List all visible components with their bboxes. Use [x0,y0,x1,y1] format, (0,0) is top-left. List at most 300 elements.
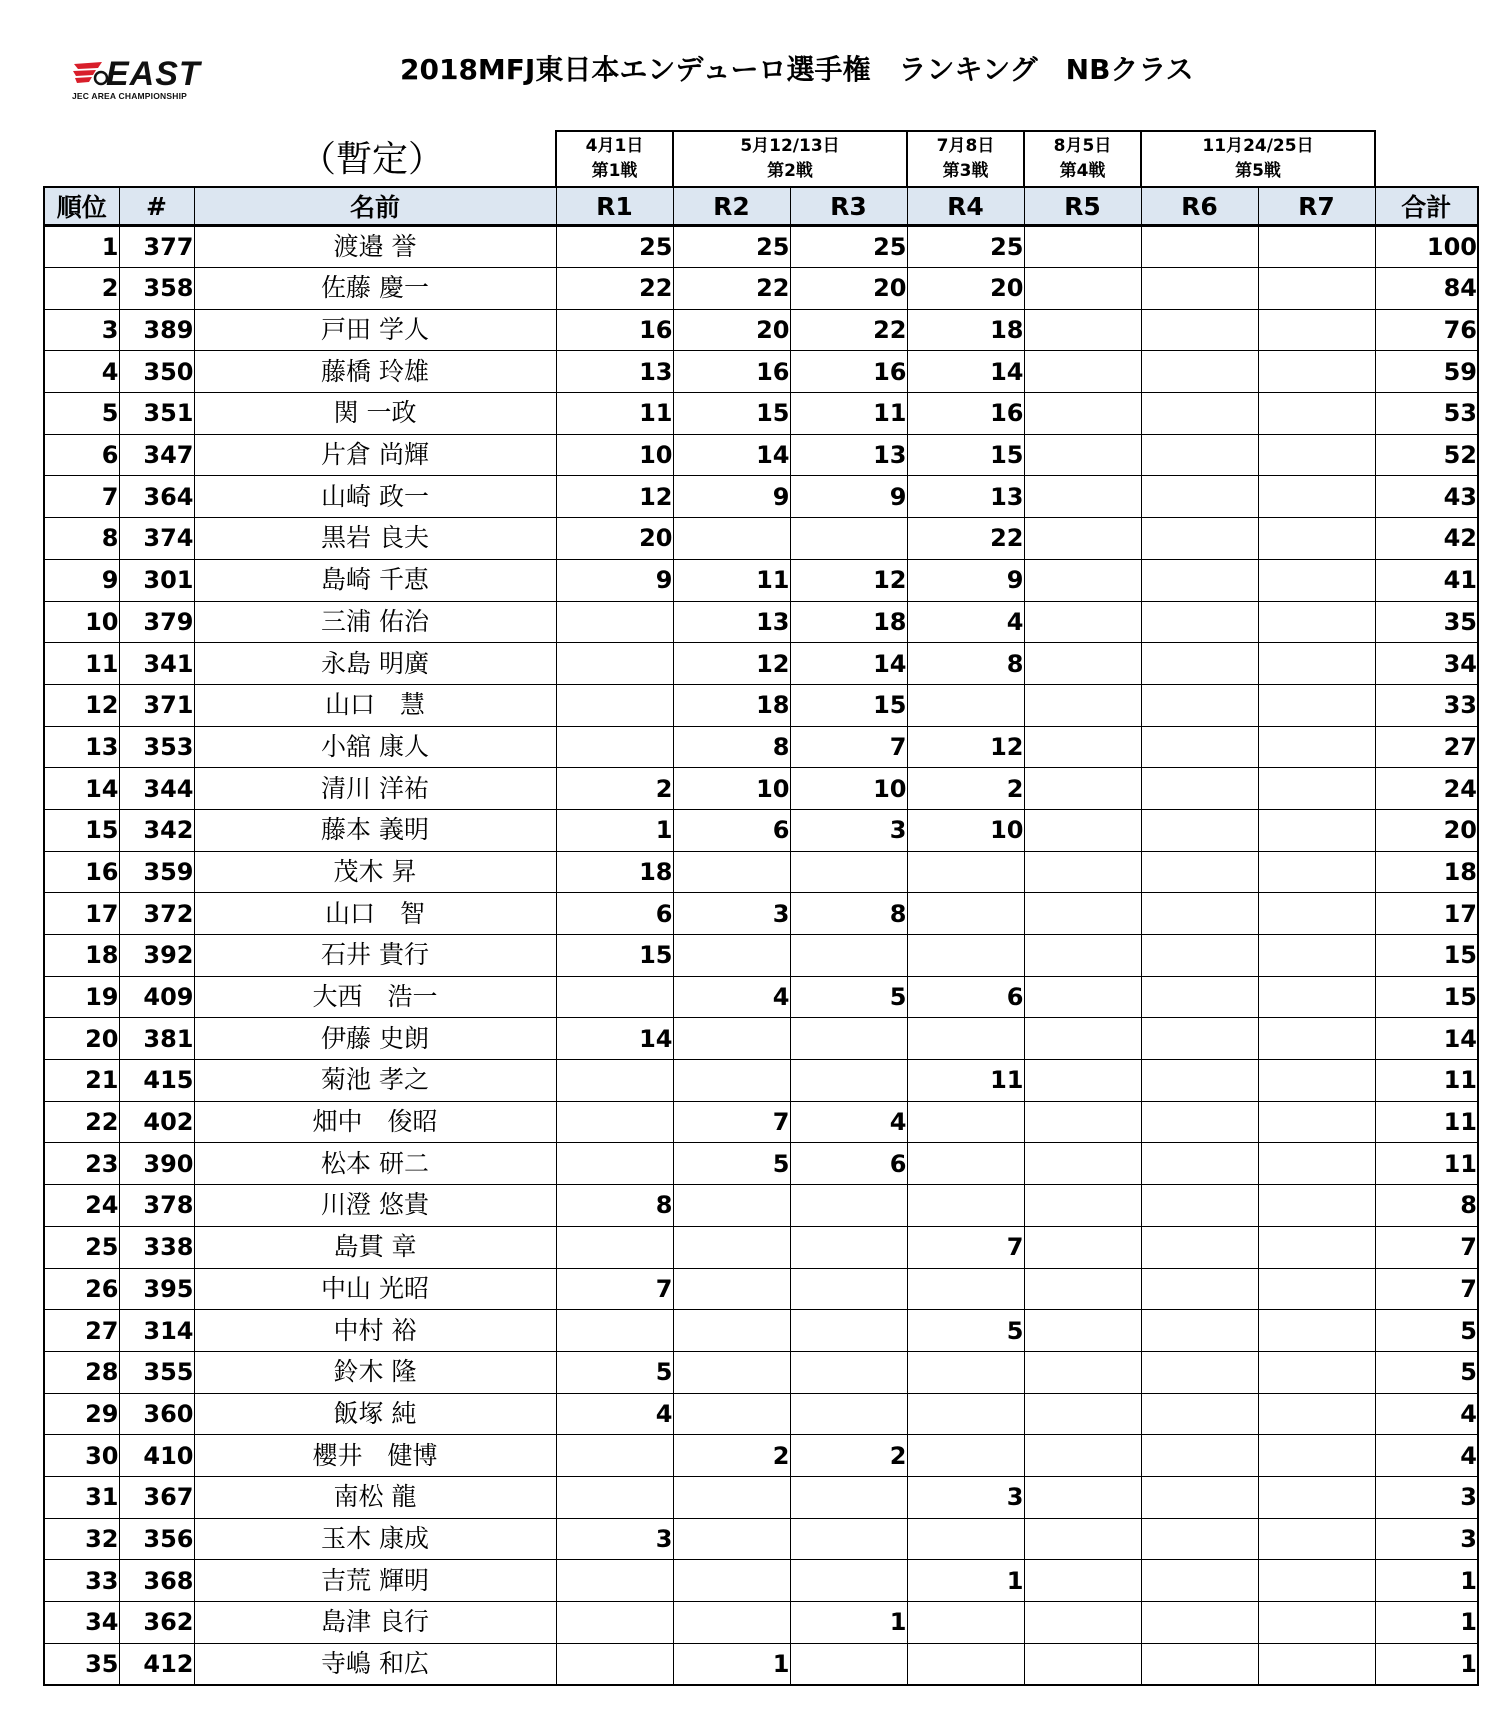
cell-r4 [907,1018,1024,1060]
cell-r5 [1024,935,1141,977]
cell-number: 378 [119,1185,194,1227]
cell-total: 43 [1375,476,1478,518]
cell-r1: 20 [556,518,673,560]
table-row [44,309,1478,351]
cell-r2: 16 [673,351,790,393]
cell-r3: 3 [790,809,907,851]
cell-position: 13 [44,726,119,768]
cell-r7 [1258,434,1375,476]
cell-name: 菊池 孝之 [194,1060,556,1102]
cell-name: 山崎 政一 [194,476,556,518]
cell-r1 [556,726,673,768]
cell-r1 [556,1226,673,1268]
cell-name: 松本 研二 [194,1143,556,1185]
cell-r7 [1258,726,1375,768]
cell-name: 茂木 昇 [194,851,556,893]
cell-r6 [1141,1310,1258,1352]
cell-name: 石井 貴行 [194,935,556,977]
cell-name: 中村 裕 [194,1310,556,1352]
cell-r4: 9 [907,559,1024,601]
cell-r5 [1024,601,1141,643]
cell-r2 [673,1060,790,1102]
cell-r7 [1258,851,1375,893]
cell-position: 28 [44,1351,119,1393]
cell-name: 関 一政 [194,393,556,435]
cell-r6 [1141,976,1258,1018]
cell-number: 360 [119,1393,194,1435]
cell-r6 [1141,893,1258,935]
col-header-name: 名前 [194,187,556,226]
cell-r3 [790,1226,907,1268]
cell-name: 大西 浩一 [194,976,556,1018]
cell-position: 32 [44,1518,119,1560]
cell-total: 24 [1375,768,1478,810]
cell-r5 [1024,351,1141,393]
cell-r4: 10 [907,809,1024,851]
cell-r4 [907,1268,1024,1310]
cell-name: 島貫 章 [194,1226,556,1268]
table-row [44,684,1478,726]
cell-number: 367 [119,1476,194,1518]
cell-r1: 18 [556,851,673,893]
cell-r5 [1024,1643,1141,1685]
table-row [44,226,1478,268]
cell-r7 [1258,1643,1375,1685]
cell-r7 [1258,1060,1375,1102]
cell-total: 7 [1375,1268,1478,1310]
cell-total: 11 [1375,1060,1478,1102]
cell-name: 清川 洋祐 [194,768,556,810]
cell-number: 379 [119,601,194,643]
cell-r5 [1024,1518,1141,1560]
cell-r4: 25 [907,226,1024,268]
cell-r3: 13 [790,434,907,476]
table-row [44,726,1478,768]
cell-r4 [907,1393,1024,1435]
cell-r5 [1024,1060,1141,1102]
col-header-r5: R5 [1024,187,1141,226]
cell-r4: 16 [907,393,1024,435]
cell-name: 佐藤 慶一 [194,268,556,310]
cell-r5 [1024,559,1141,601]
cell-r3: 25 [790,226,907,268]
cell-r1: 1 [556,809,673,851]
cell-name: 片倉 尚輝 [194,434,556,476]
cell-r7 [1258,1185,1375,1227]
cell-r3 [790,1393,907,1435]
col-header-r7: R7 [1258,187,1375,226]
cell-r6 [1141,1226,1258,1268]
cell-total: 17 [1375,893,1478,935]
cell-position: 26 [44,1268,119,1310]
cell-r6 [1141,643,1258,685]
cell-position: 2 [44,268,119,310]
cell-r2: 7 [673,1101,790,1143]
cell-r4: 18 [907,309,1024,351]
cell-number: 364 [119,476,194,518]
cell-position: 7 [44,476,119,518]
table-row [44,976,1478,1018]
cell-r5 [1024,1310,1141,1352]
table-row [44,1393,1478,1435]
cell-r7 [1258,1560,1375,1602]
cell-r5 [1024,1602,1141,1644]
table-row [44,851,1478,893]
cell-r1: 16 [556,309,673,351]
cell-r6 [1141,684,1258,726]
cell-name: 寺嶋 和広 [194,1643,556,1685]
cell-r3 [790,1518,907,1560]
cell-r3 [790,1351,907,1393]
cell-total: 35 [1375,601,1478,643]
cell-r7 [1258,268,1375,310]
cell-r7 [1258,1393,1375,1435]
cell-position: 15 [44,809,119,851]
cell-total: 53 [1375,393,1478,435]
cell-total: 14 [1375,1018,1478,1060]
cell-name: 櫻井 健博 [194,1435,556,1477]
ranking-table [43,130,1479,1686]
cell-total: 5 [1375,1310,1478,1352]
cell-r6 [1141,1101,1258,1143]
cell-r3: 4 [790,1101,907,1143]
cell-r7 [1258,1602,1375,1644]
cell-total: 5 [1375,1351,1478,1393]
cell-r2: 5 [673,1143,790,1185]
cell-r3: 20 [790,268,907,310]
cell-r4: 4 [907,601,1024,643]
cell-total: 33 [1375,684,1478,726]
cell-r1: 22 [556,268,673,310]
cell-r6 [1141,434,1258,476]
cell-number: 409 [119,976,194,1018]
cell-r2 [673,1226,790,1268]
cell-position: 12 [44,684,119,726]
cell-r5 [1024,1268,1141,1310]
cell-r1: 9 [556,559,673,601]
cell-r4 [907,1143,1024,1185]
cell-number: 358 [119,268,194,310]
event-header-3: 7月8日 第3戦 [907,131,1024,187]
cell-r5 [1024,1018,1141,1060]
cell-position: 3 [44,309,119,351]
cell-name: 畑中 俊昭 [194,1101,556,1143]
table-row [44,1643,1478,1685]
table-row [44,476,1478,518]
cell-r1 [556,1602,673,1644]
table-row [44,1310,1478,1352]
cell-r2 [673,935,790,977]
cell-r2 [673,1018,790,1060]
cell-number: 301 [119,559,194,601]
cell-r1: 7 [556,1268,673,1310]
table-row [44,434,1478,476]
cell-position: 17 [44,893,119,935]
cell-r7 [1258,226,1375,268]
cell-r7 [1258,393,1375,435]
cell-r5 [1024,851,1141,893]
cell-r2: 1 [673,1643,790,1685]
cell-r5 [1024,684,1141,726]
cell-position: 31 [44,1476,119,1518]
cell-r2: 18 [673,684,790,726]
cell-r4 [907,1643,1024,1685]
cell-r2: 8 [673,726,790,768]
cell-r2 [673,1518,790,1560]
cell-r2: 13 [673,601,790,643]
cell-r6 [1141,1018,1258,1060]
cell-total: 15 [1375,935,1478,977]
cell-r1: 14 [556,1018,673,1060]
cell-r1: 4 [556,1393,673,1435]
col-header-r1: R1 [556,187,673,226]
cell-r4: 3 [907,1476,1024,1518]
cell-position: 8 [44,518,119,560]
cell-r4 [907,1185,1024,1227]
cell-r4: 12 [907,726,1024,768]
cell-r2 [673,1351,790,1393]
cell-r5 [1024,976,1141,1018]
cell-total: 3 [1375,1476,1478,1518]
cell-r2: 12 [673,643,790,685]
cell-r6 [1141,768,1258,810]
cell-number: 389 [119,309,194,351]
table-row [44,1602,1478,1644]
cell-r2: 14 [673,434,790,476]
cell-r6 [1141,1435,1258,1477]
cell-r3: 11 [790,393,907,435]
cell-number: 381 [119,1018,194,1060]
cell-r2 [673,1602,790,1644]
cell-r2: 11 [673,559,790,601]
event-header-5: 11月24/25日 第5戦 [1141,131,1375,187]
cell-r7 [1258,559,1375,601]
cell-total: 84 [1375,268,1478,310]
cell-r2: 4 [673,976,790,1018]
cell-name: 三浦 佑治 [194,601,556,643]
cell-r6 [1141,393,1258,435]
cell-r6 [1141,518,1258,560]
cell-number: 341 [119,643,194,685]
col-header-number: # [119,187,194,226]
cell-total: 11 [1375,1101,1478,1143]
cell-name: 永島 明廣 [194,643,556,685]
cell-r6 [1141,935,1258,977]
cell-r1: 13 [556,351,673,393]
table-row [44,268,1478,310]
cell-position: 6 [44,434,119,476]
cell-r2 [673,851,790,893]
cell-r1 [556,1476,673,1518]
table-row [44,1101,1478,1143]
cell-number: 338 [119,1226,194,1268]
cell-position: 10 [44,601,119,643]
cell-r6 [1141,309,1258,351]
col-header-r2: R2 [673,187,790,226]
cell-name: 渡邉 誉 [194,226,556,268]
cell-r5 [1024,393,1141,435]
cell-r6 [1141,726,1258,768]
cell-name: 飯塚 純 [194,1393,556,1435]
cell-r7 [1258,1018,1375,1060]
col-header-r4: R4 [907,187,1024,226]
cell-r5 [1024,1185,1141,1227]
cell-r3: 22 [790,309,907,351]
event-header-2: 5月12/13日 第2戦 [673,131,907,187]
table-row [44,1143,1478,1185]
col-header-position: 順位 [44,187,119,226]
cell-r5 [1024,726,1141,768]
cell-r1 [556,601,673,643]
cell-r7 [1258,643,1375,685]
table-row [44,1268,1478,1310]
cell-r6 [1141,1476,1258,1518]
cell-r3 [790,1268,907,1310]
cell-position: 5 [44,393,119,435]
cell-r4: 15 [907,434,1024,476]
cell-position: 20 [44,1018,119,1060]
cell-r7 [1258,476,1375,518]
cell-r4: 7 [907,1226,1024,1268]
table-row [44,518,1478,560]
table-row [44,1560,1478,1602]
cell-total: 59 [1375,351,1478,393]
cell-total: 1 [1375,1602,1478,1644]
cell-position: 35 [44,1643,119,1685]
cell-total: 4 [1375,1435,1478,1477]
cell-position: 29 [44,1393,119,1435]
cell-r3: 12 [790,559,907,601]
cell-name: 黒岩 良夫 [194,518,556,560]
table-row [44,1018,1478,1060]
cell-r4 [907,1101,1024,1143]
cell-r3 [790,851,907,893]
cell-r6 [1141,1185,1258,1227]
cell-r6 [1141,1518,1258,1560]
cell-r7 [1258,976,1375,1018]
cell-r4 [907,1518,1024,1560]
cell-r3 [790,1185,907,1227]
cell-r6 [1141,476,1258,518]
cell-position: 24 [44,1185,119,1227]
cell-r4: 14 [907,351,1024,393]
cell-position: 14 [44,768,119,810]
cell-name: 戸田 学人 [194,309,556,351]
cell-r4: 13 [907,476,1024,518]
cell-position: 4 [44,351,119,393]
table-row [44,1435,1478,1477]
cell-r4: 8 [907,643,1024,685]
cell-r1: 10 [556,434,673,476]
cell-r3: 15 [790,684,907,726]
cell-r3: 5 [790,976,907,1018]
table-row [44,1226,1478,1268]
cell-total: 41 [1375,559,1478,601]
cell-r2: 25 [673,226,790,268]
cell-r5 [1024,1226,1141,1268]
cell-position: 21 [44,1060,119,1102]
cell-name: 藤橋 玲雄 [194,351,556,393]
cell-number: 342 [119,809,194,851]
cell-r3: 7 [790,726,907,768]
cell-r5 [1024,1393,1141,1435]
cell-position: 18 [44,935,119,977]
cell-name: 藤本 義明 [194,809,556,851]
cell-r4: 22 [907,518,1024,560]
cell-r3 [790,935,907,977]
table-row [44,1476,1478,1518]
cell-total: 1 [1375,1560,1478,1602]
table-row [44,601,1478,643]
cell-total: 18 [1375,851,1478,893]
cell-r7 [1258,809,1375,851]
cell-r3: 10 [790,768,907,810]
cell-r6 [1141,559,1258,601]
cell-position: 22 [44,1101,119,1143]
cell-name: 島崎 千恵 [194,559,556,601]
cell-r6 [1141,1060,1258,1102]
cell-name: 川澄 悠貴 [194,1185,556,1227]
cell-number: 377 [119,226,194,268]
cell-r7 [1258,893,1375,935]
cell-r5 [1024,434,1141,476]
cell-r1: 11 [556,393,673,435]
cell-number: 314 [119,1310,194,1352]
cell-r4 [907,851,1024,893]
cell-position: 23 [44,1143,119,1185]
table-row [44,1185,1478,1227]
cell-r3: 14 [790,643,907,685]
page-title: 2018MFJ東日本エンデューロ選手権 ランキング NBクラス [400,53,1194,86]
cell-position: 30 [44,1435,119,1477]
cell-r7 [1258,1226,1375,1268]
cell-r4 [907,935,1024,977]
cell-name: 小舘 康人 [194,726,556,768]
cell-r7 [1258,768,1375,810]
cell-r2 [673,1310,790,1352]
cell-r4 [907,684,1024,726]
cell-number: 374 [119,518,194,560]
cell-name: 玉木 康成 [194,1518,556,1560]
cell-r7 [1258,1476,1375,1518]
cell-r6 [1141,851,1258,893]
cell-number: 355 [119,1351,194,1393]
cell-r4: 2 [907,768,1024,810]
cell-total: 15 [1375,976,1478,1018]
cell-total: 1 [1375,1643,1478,1685]
event-header-4: 8月5日 第4戦 [1024,131,1141,187]
cell-r1: 8 [556,1185,673,1227]
cell-r4 [907,1351,1024,1393]
cell-r6 [1141,351,1258,393]
cell-r7 [1258,1143,1375,1185]
cell-r1 [556,1310,673,1352]
cell-r2: 6 [673,809,790,851]
logo-wordmark: EAST [106,55,201,93]
cell-position: 16 [44,851,119,893]
cell-r1: 5 [556,1351,673,1393]
cell-r3 [790,518,907,560]
table-row [44,809,1478,851]
cell-name: 中山 光昭 [194,1268,556,1310]
cell-r5 [1024,476,1141,518]
cell-r2: 2 [673,1435,790,1477]
cell-r5 [1024,809,1141,851]
table-row [44,559,1478,601]
table-row [44,935,1478,977]
cell-number: 371 [119,684,194,726]
cell-r5 [1024,1560,1141,1602]
